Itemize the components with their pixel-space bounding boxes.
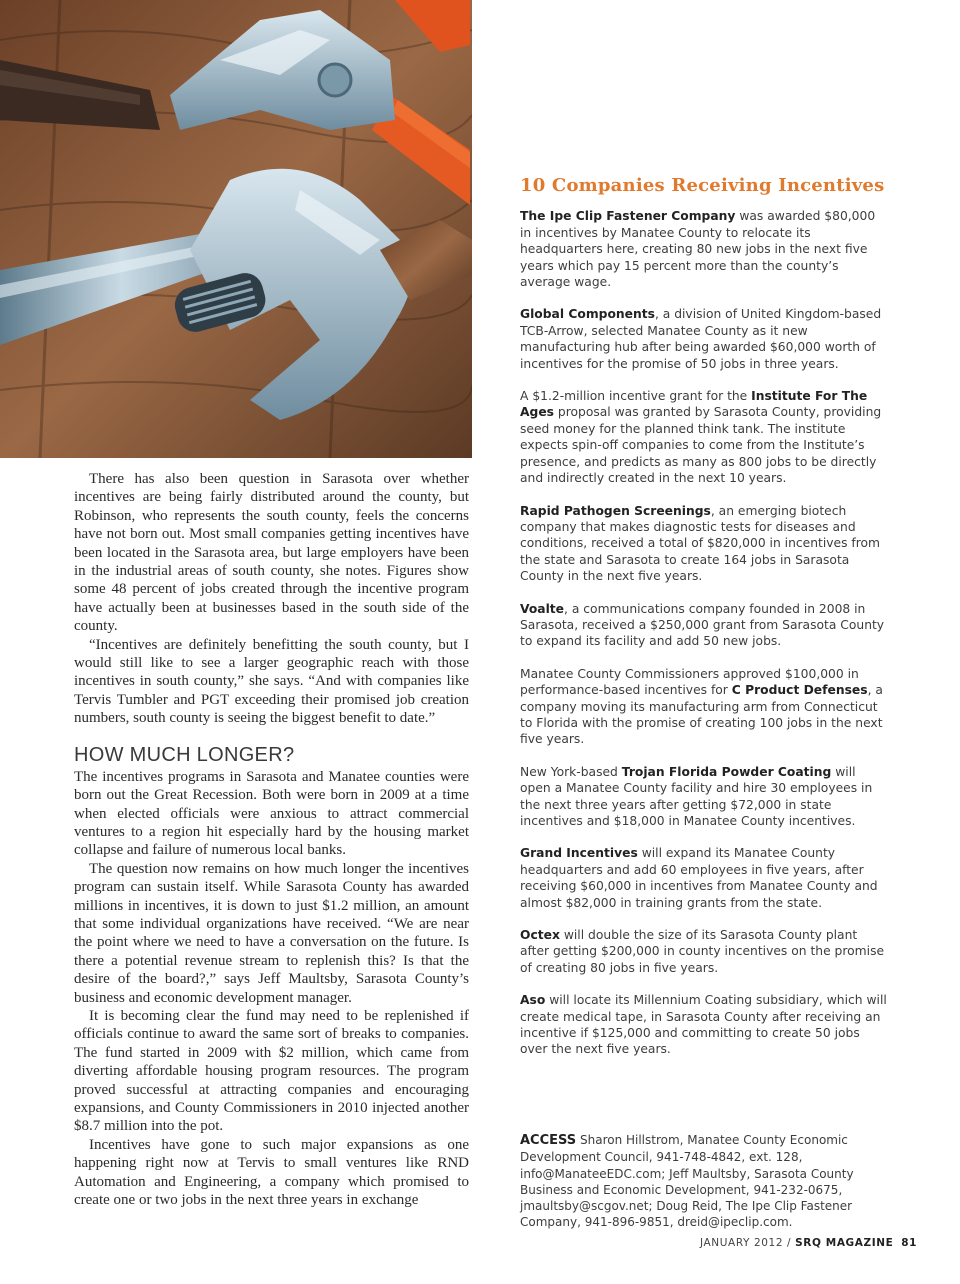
company-item [520, 845, 890, 911]
item-text: was awarded $80,000 in incentives by Manatee County to relocate its headquarters here, creating 80 new jobs in the next five years which pay 15 percent more than the county’s average wage. [520, 209, 876, 290]
company-name: The Ipe Clip Fastener Company [520, 209, 736, 224]
company-item [520, 666, 890, 748]
access-label: ACCESS [520, 1133, 577, 1148]
item-text: proposal was granted by Sarasota County, providing seed money for the planned think tank. The institute expects spin-off companies to come from the Institute’s presence, and predicts as many as 800 jobs to be directly and indirectly created in the next 10 years. [520, 405, 882, 486]
company-item [520, 503, 890, 585]
item-intro: Manatee County Commissioners approved $100,000 in performance-based incentives for [520, 666, 859, 698]
item-text: will open a Manatee County facility and hire 30 employees in the next three years after getting $72,000 in state incentives and $18,000 in Manatee County incentives. [520, 764, 873, 828]
sidebar-title: 10 Companies Receiving Incentives [520, 175, 885, 196]
company-item [520, 208, 890, 290]
item-text: , a communications company founded in 2008 in Sarasota, received a $250,000 grant from Sarasota County to expand its facility and add 50 new jobs. [520, 601, 885, 649]
article-body [74, 470, 469, 1209]
company-item [520, 388, 890, 486]
access-contacts [520, 1132, 890, 1231]
company-name: Rapid Pathogen Screenings [520, 503, 711, 518]
footer-magazine: SRQ MAGAZINE [795, 1237, 894, 1249]
incentives-sidebar [520, 175, 890, 1074]
article-paragraph: It is becoming clear the fund may need to be replenished if officials continue to award the same sort of breaks to companies. The fund started in 2009 with $2 million, which came from diverting affordable housing program resources. The program proved successful at attracting companies and encouraging expansions, and County Commissioners in 2010 injected another $8.7 million into the pot. [74, 1007, 469, 1135]
company-name: C Product Defenses [731, 683, 868, 698]
article-paragraph: There has also been question in Sarasota over whether incentives are being fairly distributed around the county, but Robinson, who represents the south county, feels the concerns have not born out. Most small companies getting incentives have been located in the Sarasota area, but large employers have been in the industrial areas of south county, she notes. Figures show some 48 percent of jobs created through the incentive program have actually been at businesses based in the south side of the county. [74, 471, 469, 635]
company-item [520, 992, 890, 1058]
company-item [520, 764, 890, 830]
item-text: will expand its Manatee County headquarters and add 60 employees in five years, after receiving $60,000 in incentives from Manatee County and almost $82,000 in training grants from the state. [520, 846, 878, 910]
item-intro: A $1.2-million incentive grant for the [520, 389, 752, 404]
page-number: 81 [901, 1237, 918, 1249]
company-name: Institute For The Ages [520, 389, 868, 420]
article-paragraph: Incentives have gone to such major expansions as one happening right now at Tervis to small ventures like RND Automation and Engineering, a company which promised to create one or two jobs in the next three years in exchange [74, 1136, 469, 1209]
access-text: Sharon Hillstrom, Manatee County Economic Development Council, 941-748-4842, ext. 128, info@ManateeEDC.com; Jeff Maultsby, Sarasota County Business and Economic Development, 941-232-0675, jmaultsby@scgov.net; Doug Reid, The Ipe Clip Fastener Company, 941-896-9851, dreid@ipeclip.com. [520, 1133, 854, 1230]
company-name: Grand Incentives [520, 846, 638, 861]
company-name: Octex [520, 928, 560, 943]
item-text: will double the size of its Sarasota County plant after getting $200,000 in county incentives on the promise of creating 80 jobs in five years. [520, 928, 885, 975]
company-item [520, 601, 890, 650]
item-text: , a company moving its manufacturing arm from Connecticut to Florida with the promise of creating 100 jobs in the next five years. [520, 683, 883, 747]
company-name: Global Components [520, 307, 655, 322]
company-item [520, 306, 890, 372]
section-heading: HOW MUCH LONGER? [74, 743, 295, 766]
tools-photo [0, 0, 472, 458]
item-text: , a division of United Kingdom-based TCB-Arrow, selected Manatee County as it new manufacturing hub after being awarded $60,000 worth of incentives for the promise of 50 jobs in three years. [520, 307, 882, 371]
company-item [520, 927, 890, 976]
company-name: Voalte [520, 601, 565, 616]
item-intro: New York-based [520, 764, 622, 779]
footer-issue: JANUARY 2012 / [700, 1237, 796, 1249]
item-text: will locate its Millennium Coating subsidiary, which will create medical tape, in Sarasota County after receiving an incentive if $125,000 and committing to create 50 jobs over the next five years. [520, 993, 887, 1057]
article-paragraph: The incentives programs in Sarasota and Manatee counties were born out the Great Recession. Both were born in 2009 at a time when elected officials were anxious to attract commercial ventures to a region hit especially hard by the housing market collapse and failure of numerous local banks. [74, 768, 469, 859]
item-text: , an emerging biotech company that makes diagnostic tests for diseases and conditions, received a total of $820,000 in incentives from the state and Sarasota to create 164 jobs in Sarasota County in the next five years. [520, 503, 881, 584]
company-name: Aso [520, 993, 546, 1008]
article-paragraph: “Incentives are definitely benefitting the south county, but I would still like to see a larger geographic reach with those incentives in south county,” she says. “And with companies like Tervis Tumbler and PGT exceeding their promised job creation numbers, south county is seeing the biggest benefit to date.” [74, 636, 469, 727]
company-name: Trojan Florida Powder Coating [621, 764, 832, 779]
page-footer [700, 1237, 917, 1249]
article-paragraph: The question now remains on how much longer the incentives program can sustain itself. While Sarasota County has awarded millions in incentives, it is down to just $1.2 million, an amount that some individual organizations have received. “We are near the point where we need to have a conversation on the future. Is there a potential revenue stream to replenish this? Is that the desire of the board?,” says Jeff Maultsby, Sarasota County’s business and economic development manager. [74, 860, 469, 1006]
tools-illustration [0, 0, 472, 458]
